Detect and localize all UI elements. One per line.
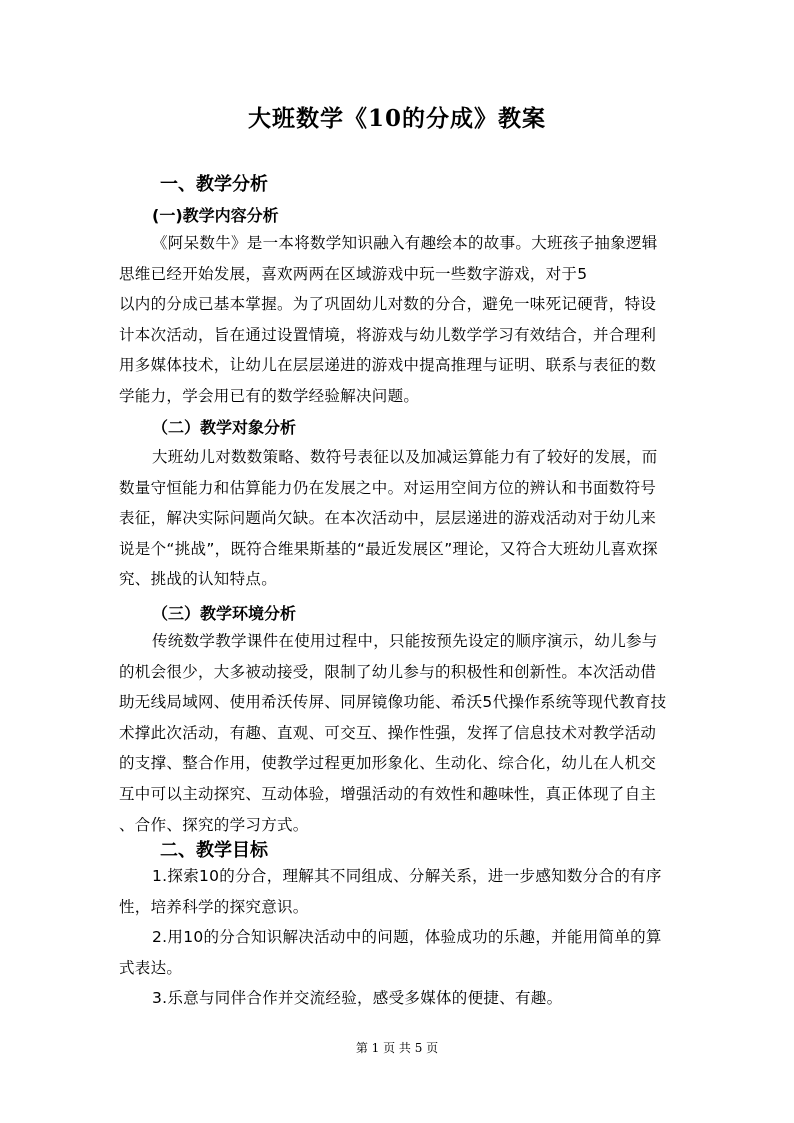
text-line: 数量守恒能力和估算能力仍在发展之中。对运用空间方位的辨认和书面数符号: [119, 478, 657, 497]
section-heading-analysis: 一、教学分析: [160, 174, 268, 195]
text-line: 用多媒体技术，让幼儿在层层递进的游戏中提高推理与证明、联系与表征的数: [119, 356, 657, 375]
text-line: 互中可以主动探究、互动体验，增强活动的有效性和趣味性，真正体现了自主: [119, 784, 657, 803]
text-line: 计本次活动，旨在通过设置情境，将游戏与幼儿数学学习有效结合，并合理利: [119, 325, 657, 344]
paragraph-audience-analysis: [119, 442, 679, 595]
page-footer: 第 1 页 共 5 页: [355, 1041, 439, 1055]
text-line: 学能力，学会用已有的数学经验解决问题。: [119, 386, 420, 405]
text-line: 传统数学教学课件在使用过程中，只能按预先设定的顺序演示，幼儿参与: [152, 632, 658, 650]
text-line: 思维已经开始发展，喜欢两两在区域游戏中玩一些数字游戏，对于5: [119, 264, 588, 283]
text-line: 《阿呆数牛》是一本将数学知识融入有趣绘本的故事。大班孩子抽象逻辑: [152, 234, 658, 252]
paragraph-content-analysis: [119, 228, 679, 412]
text-line: 性，培养科学的探究意识。: [119, 897, 309, 916]
subsection-heading-content: (一)教学内容分析: [152, 206, 279, 225]
text-line: 究、挑战的认知特点。: [119, 570, 278, 589]
text-line: 的支撑、整合作用，使教学过程更加形象化、生动化、综合化，幼儿在人机交: [119, 754, 657, 773]
document-title: 大班数学《10的分成》教案: [247, 105, 546, 132]
text-line: 助无线局域网、使用希沃传屏、同屏镜像功能、希沃5代操作系统等现代教育技: [119, 693, 667, 712]
text-line: 以内的分成已基本掌握。为了巩固幼儿对数的分合，避免一味死记硬背，特设: [119, 295, 657, 314]
text-line: 表征，解决实际问题尚欠缺。在本次活动中，层层递进的游戏活动对于幼儿来: [119, 509, 657, 528]
text-line: 的机会很少，大多被动接受，限制了幼儿参与的积极性和创新性。本次活动借: [119, 662, 657, 681]
text-line: 术撑此次活动，有趣、直观、可交互、操作性强，发挥了信息技术对教学活动: [119, 723, 657, 742]
text-line: 说是个“挑战”，既符合维果斯基的“最近发展区”理论，又符合大班幼儿喜欢探: [119, 539, 658, 558]
text-line: 1.探索10的分合，理解其不同组成、分解关系，进一步感知数分合的有序: [152, 867, 662, 885]
subsection-heading-environment: （三）教学环境分析: [152, 604, 297, 623]
subsection-heading-audience: （二）教学对象分析: [152, 418, 297, 437]
text-line: 式表达。: [119, 958, 183, 977]
goal-item-2: [119, 922, 679, 983]
text-line: 、合作、探究的学习方式。: [119, 815, 309, 834]
text-line: 大班幼儿对数数策略、数符号表征以及加减运算能力有了较好的发展，而: [152, 448, 658, 466]
text-line: 2.用10的分合知识解决活动中的问题，体验成功的乐趣，并能用简单的算: [152, 928, 662, 946]
paragraph-environment-analysis: [119, 626, 679, 840]
section-heading-goals: 二、教学目标: [160, 840, 268, 861]
goal-item-3: [119, 983, 679, 1014]
goal-item-1: [119, 861, 679, 922]
text-line: 3.乐意与同伴合作并交流经验，感受多媒体的便捷、有趣。: [152, 989, 563, 1007]
